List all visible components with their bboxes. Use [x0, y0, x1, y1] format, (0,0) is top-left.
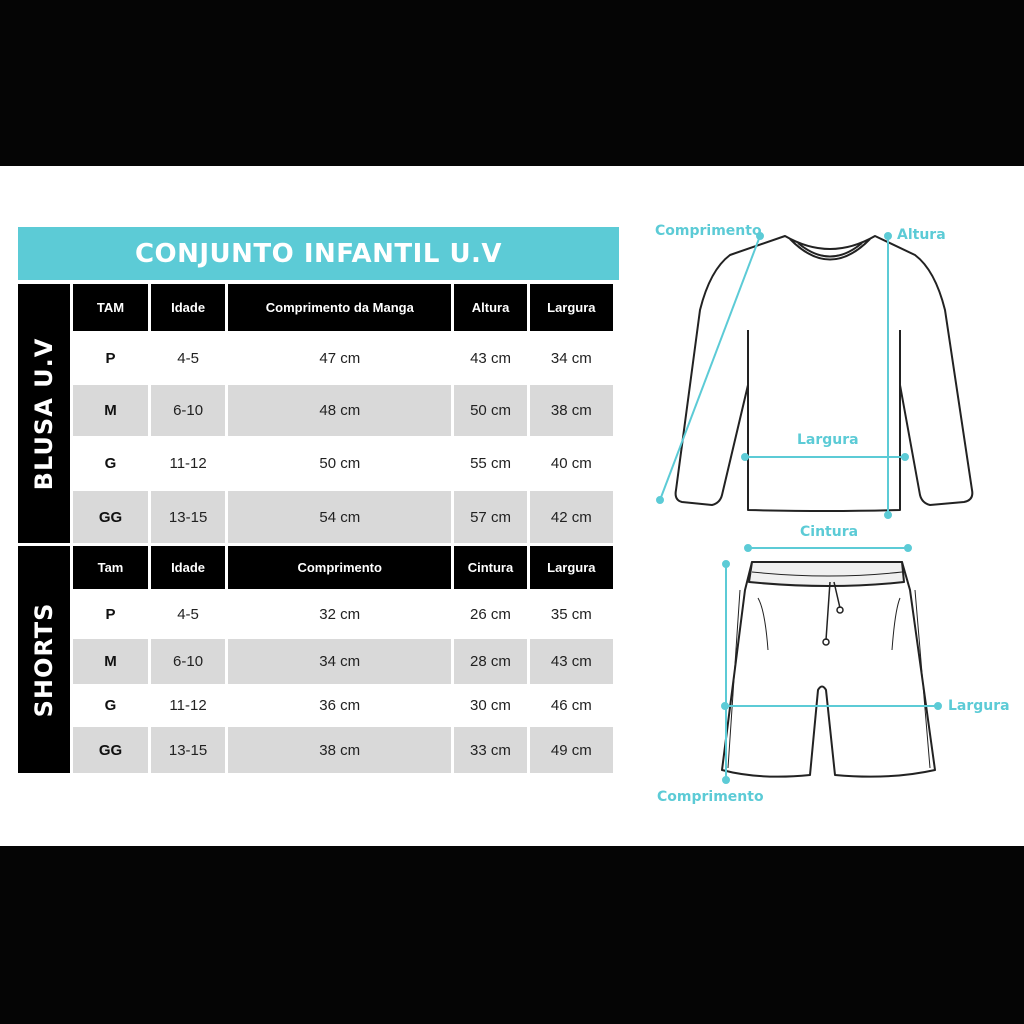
header-cell: Altura — [454, 284, 526, 331]
table-row — [73, 491, 613, 543]
sleeve-length-cell: 50 cm — [319, 455, 361, 472]
width-cell: 34 cm — [550, 349, 592, 367]
table-row — [73, 639, 613, 684]
height-cell: 55 cm — [470, 455, 511, 472]
shorts-section-label — [18, 546, 70, 773]
sleeve-length-cell: 47 cm — [319, 349, 361, 367]
width-cell: 42 cm — [530, 491, 613, 543]
height-cell: 43 cm — [470, 349, 511, 367]
shorts-length-label: Comprimento — [657, 789, 764, 805]
blusa-section-label — [18, 284, 70, 543]
age-cell: 11-12 — [169, 697, 207, 714]
table-row — [73, 436, 613, 491]
header-cell: Comprimento da Manga — [228, 284, 451, 331]
age-cell: 4-5 — [177, 605, 199, 623]
size-cell: G — [104, 455, 117, 472]
length-cell: 36 cm — [319, 697, 361, 714]
size-cell: GG — [73, 727, 148, 773]
blusa-label-text: BLUSA U.V — [30, 337, 58, 490]
table-row — [73, 385, 613, 436]
age-cell: 4-5 — [177, 349, 199, 367]
width-cell: 35 cm — [550, 605, 592, 623]
length-cell: 38 cm — [228, 727, 451, 773]
header-cell: Largura — [530, 546, 613, 589]
age-cell: 13-15 — [151, 727, 225, 773]
measurement-diagram — [620, 200, 1020, 810]
size-cell: GG — [73, 491, 148, 543]
header-cell: Idade — [151, 546, 225, 589]
shorts-label-text: SHORTS — [30, 602, 58, 717]
sleeve-length-cell: 54 cm — [228, 491, 451, 543]
table-row — [73, 684, 613, 727]
table-title-text: CONJUNTO INFANTIL U.V — [134, 238, 503, 269]
waist-cell: 28 cm — [454, 639, 526, 684]
shorts-waist-label: Cintura — [800, 524, 859, 540]
length-cell: 32 cm — [319, 605, 361, 623]
header-cell: Idade — [151, 284, 225, 331]
height-cell: 57 cm — [454, 491, 526, 543]
shorts-size-table — [70, 546, 616, 773]
header-cell: Comprimento — [228, 546, 451, 589]
size-cell: M — [73, 385, 148, 436]
header-cell: Tam — [73, 546, 148, 589]
header-cell: Largura — [530, 284, 613, 331]
header-cell: TAM — [73, 284, 148, 331]
shorts-header-row — [73, 546, 613, 589]
age-cell: 11-12 — [169, 455, 207, 472]
width-cell: 38 cm — [530, 385, 613, 436]
age-cell: 6-10 — [151, 639, 225, 684]
width-cell: 40 cm — [550, 455, 592, 472]
shirt-width-label: Largura — [797, 432, 859, 448]
width-cell: 43 cm — [530, 639, 613, 684]
waist-cell: 33 cm — [454, 727, 526, 773]
long-sleeve-shirt-icon — [676, 236, 973, 511]
shorts-icon — [722, 562, 935, 777]
table-row — [73, 589, 613, 639]
header-cell: Cintura — [454, 546, 526, 589]
size-cell: P — [105, 605, 116, 623]
width-cell: 49 cm — [530, 727, 613, 773]
age-cell: 13-15 — [151, 491, 225, 543]
sleeve-length-cell: 48 cm — [228, 385, 451, 436]
length-cell: 34 cm — [228, 639, 451, 684]
size-cell: P — [105, 349, 116, 367]
table-row — [73, 331, 613, 385]
size-cell: G — [104, 697, 117, 714]
waist-cell: 26 cm — [470, 605, 511, 623]
height-cell: 50 cm — [454, 385, 526, 436]
shirt-length-label: Comprimento — [655, 223, 762, 239]
width-cell: 46 cm — [550, 697, 592, 714]
waist-cell: 30 cm — [470, 697, 511, 714]
shirt-height-label: Altura — [897, 227, 946, 243]
table-title — [18, 227, 619, 280]
size-cell: M — [73, 639, 148, 684]
shorts-width-label: Largura — [948, 698, 1010, 714]
blusa-header-row — [73, 284, 613, 331]
age-cell: 6-10 — [151, 385, 225, 436]
table-row — [73, 727, 613, 773]
blusa-size-table — [70, 284, 616, 543]
